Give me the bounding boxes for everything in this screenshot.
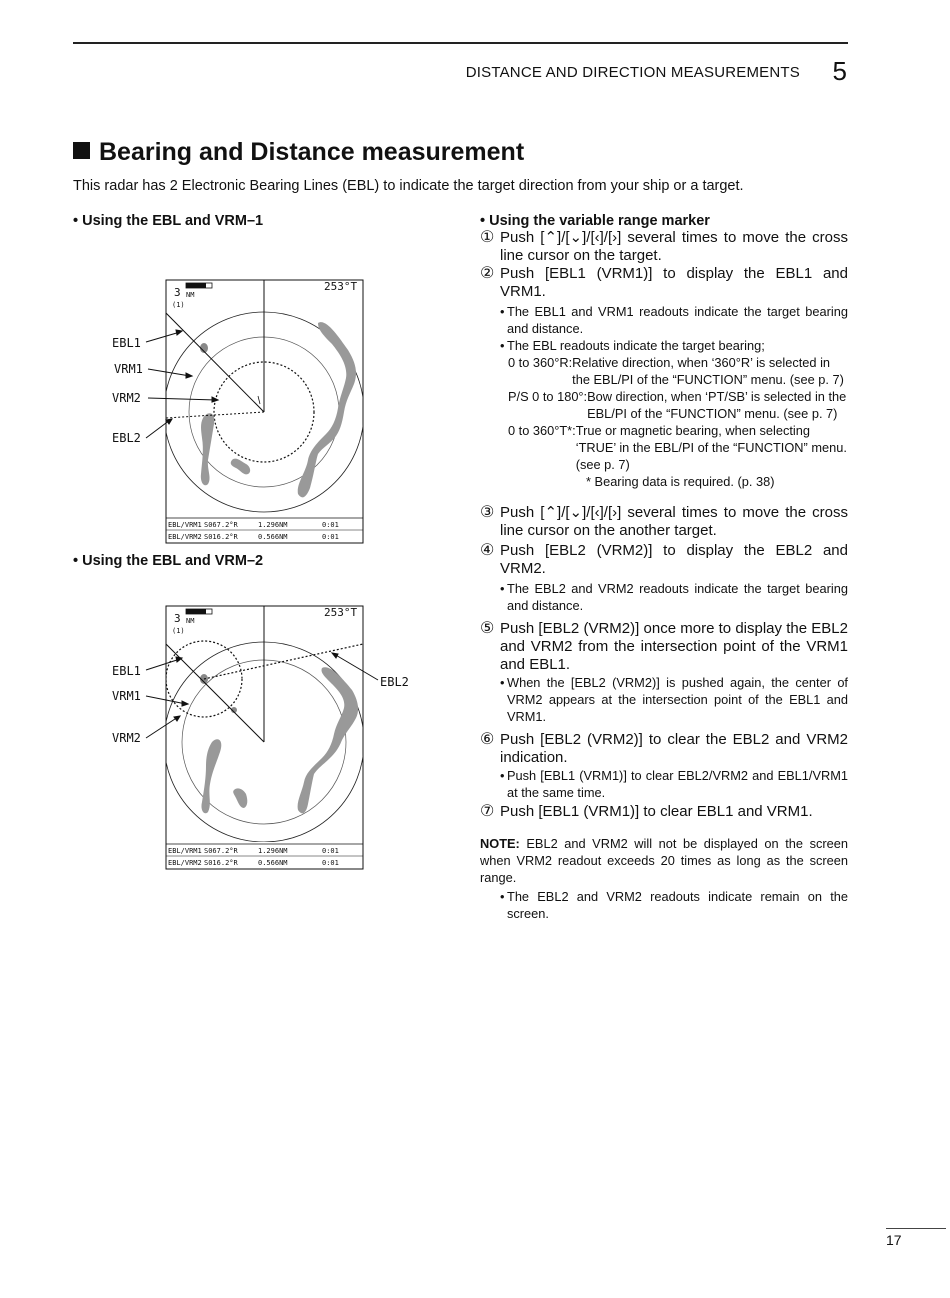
readout-time: 0:01: [322, 521, 339, 529]
step-2: [480, 265, 848, 301]
definition-term: 0 to 360°R:: [508, 355, 573, 370]
screen-range: 3: [174, 286, 181, 299]
step-7: [480, 803, 848, 821]
bullet-text: The EBL readouts indicate the target bearing;: [507, 338, 765, 353]
callout-vrm1: VRM1: [114, 362, 143, 376]
callout-vrm1: VRM1: [112, 689, 141, 703]
screen-range-sub: (1): [172, 627, 185, 635]
readout-bearing: S016.2°R: [204, 859, 238, 867]
bullet: • When the [EBL2 (VRM2)] is pushed again, the center of VRM2 appears at the intersection point of the EBL1 and VRM1.: [500, 675, 848, 724]
readout-bearing: S016.2°R: [204, 533, 238, 541]
note-label: NOTE:: [480, 836, 520, 851]
screen-range: 3: [174, 612, 181, 625]
subhead-variable-range-marker: • Using the variable range marker: [480, 213, 710, 229]
step-text: Push [⌃]/[⌄]/[‹]/[›] several times to move the cross line cursor on the target.: [500, 229, 848, 264]
readout-time: 0:01: [322, 533, 339, 541]
screen-heading: 253°T: [324, 280, 358, 293]
callout-ebl2: EBL2: [112, 431, 141, 445]
screen-range-unit: NM: [186, 617, 195, 625]
screen-heading: 253°T: [324, 606, 358, 619]
right-column: [480, 213, 848, 922]
step-text: Push [⌃]/[⌄]/[‹]/[›] several times to move the cross line cursor on the another target.: [500, 504, 848, 539]
intro-paragraph: This radar has 2 Electronic Bearing Lines (EBL) to indicate the target direction from your ship or a target.: [73, 178, 744, 194]
header-rule: [73, 42, 848, 44]
readout-bearing: S067.2°R: [204, 521, 238, 529]
step-text: Push [EBL2 (VRM2)] once more to display the EBL2 and VRM2 from the intersection point of the VRM1 and EBL1.: [500, 620, 848, 673]
step-4: [480, 542, 848, 578]
screen-range-unit: NM: [186, 291, 195, 299]
bullet-text: Push [EBL1 (VRM1)] to clear EBL2/VRM2 and EBL1/VRM1 at the same time.: [507, 768, 848, 800]
readout-bearing: S067.2°R: [204, 847, 238, 855]
step-6: [480, 731, 848, 767]
bullet: • The EBL2 and VRM2 readouts indicate the target bearing and distance.: [500, 581, 848, 613]
step-number: ⑦: [480, 803, 495, 820]
bullet: • Push [EBL1 (VRM1)] to clear EBL2/VRM2 and EBL1/VRM1 at the same time.: [500, 768, 848, 800]
step-3: [480, 504, 848, 540]
note-paragraph: [480, 835, 848, 886]
callout-vrm2: VRM2: [112, 391, 141, 405]
section-heading: [73, 138, 524, 167]
bullet-text: The EBL2 and VRM2 readouts indicate remain on the screen.: [507, 889, 848, 921]
step-number: ⑤: [480, 620, 495, 637]
definition-term: P/S 0 to 180°:: [508, 389, 588, 404]
step-number: ②: [480, 265, 495, 282]
readout-label: EBL/VRM1: [168, 521, 202, 529]
note-text: EBL2 and VRM2 will not be displayed on the screen when VRM2 readout exceeds 20 times as long as the screen range.: [480, 836, 848, 885]
screen-range-sub: (1): [172, 301, 185, 309]
callout-ebl1: EBL1: [112, 336, 141, 350]
callout-ebl1: EBL1: [112, 664, 141, 678]
bullet-text: The EBL1 and VRM1 readouts indicate the target bearing and distance.: [507, 304, 848, 336]
radar-figure-vrm2: [108, 604, 438, 872]
chapter-title: DISTANCE AND DIRECTION MEASUREMENTS: [465, 64, 800, 81]
bullet: • The EBL readouts indicate the target bearing;: [480, 337, 848, 354]
bullet: • The EBL1 and VRM1 readouts indicate the target bearing and distance.: [500, 304, 848, 336]
definition-item: [480, 422, 848, 473]
square-bullet-icon: [73, 142, 90, 159]
step-number: ①: [480, 229, 495, 246]
step-1: [480, 229, 848, 265]
readout-label: EBL/VRM1: [168, 847, 202, 855]
step-text: Push [EBL2 (VRM2)] to clear the EBL2 and VRM2 indication.: [500, 731, 848, 766]
bullet-text: When the [EBL2 (VRM2)] is pushed again, the center of VRM2 appears at the intersection point of the EBL1 and VRM1.: [507, 675, 848, 724]
subhead-ebl-vrm1: • Using the EBL and VRM–1: [73, 213, 264, 229]
definition-desc: Bow direction, when ‘PT/SB’ is selected in the EBL/PI of the “FUNCTION” menu. (see p. 7): [587, 389, 847, 421]
step-text: Push [EBL1 (VRM1)] to clear EBL1 and VRM1.: [500, 803, 813, 820]
step-5: [480, 620, 848, 674]
footer-rule: [886, 1228, 946, 1229]
readout-distance: 0.566NM: [258, 533, 288, 541]
readout-label: EBL/VRM2: [168, 533, 202, 541]
readout-label: EBL/VRM2: [168, 859, 202, 867]
gain-bar-fill: [186, 283, 206, 288]
readout-distance: 1.296NM: [258, 847, 288, 855]
readout-time: 0:01: [322, 859, 339, 867]
definition-item: [480, 388, 848, 422]
step-number: ⑥: [480, 731, 495, 748]
step-text: Push [EBL1 (VRM1)] to display the EBL1 and VRM1.: [500, 265, 848, 300]
definition-desc: True or magnetic bearing, when selecting ‘TRUE’ in the EBL/PI of the “FUNCTION” menu. (see p. 7): [575, 423, 847, 472]
bullet: • The EBL2 and VRM2 readouts indicate remain on the screen.: [500, 889, 848, 921]
readout-time: 0:01: [322, 847, 339, 855]
bullet-text: The EBL2 and VRM2 readouts indicate the target bearing and distance.: [507, 581, 848, 613]
gain-bar-fill: [186, 609, 206, 614]
radar-figure-vrm1: [108, 278, 438, 546]
callout-vrm2: VRM2: [112, 731, 141, 745]
readout-distance: 1.296NM: [258, 521, 288, 529]
subhead-ebl-vrm2: • Using the EBL and VRM–2: [73, 553, 264, 569]
callout-ebl2: EBL2: [380, 675, 409, 689]
step-text: Push [EBL2 (VRM2)] to display the EBL2 and VRM2.: [500, 542, 848, 577]
step-number: ③: [480, 504, 495, 521]
chapter-number: 5: [832, 56, 847, 86]
definition-term: 0 to 360°T*:: [508, 423, 576, 438]
definition-item: [480, 354, 848, 388]
page-number: 17: [886, 1232, 902, 1248]
step-number: ④: [480, 542, 495, 559]
readout-distance: 0.566NM: [258, 859, 288, 867]
definition-desc: Relative direction, when ‘360°R’ is selected in the EBL/PI of the “FUNCTION” menu. (see p. 7): [572, 355, 844, 387]
section-title: Bearing and Distance measurement: [99, 138, 525, 166]
definition-footnote: * Bearing data is required. (p. 38): [586, 474, 775, 489]
